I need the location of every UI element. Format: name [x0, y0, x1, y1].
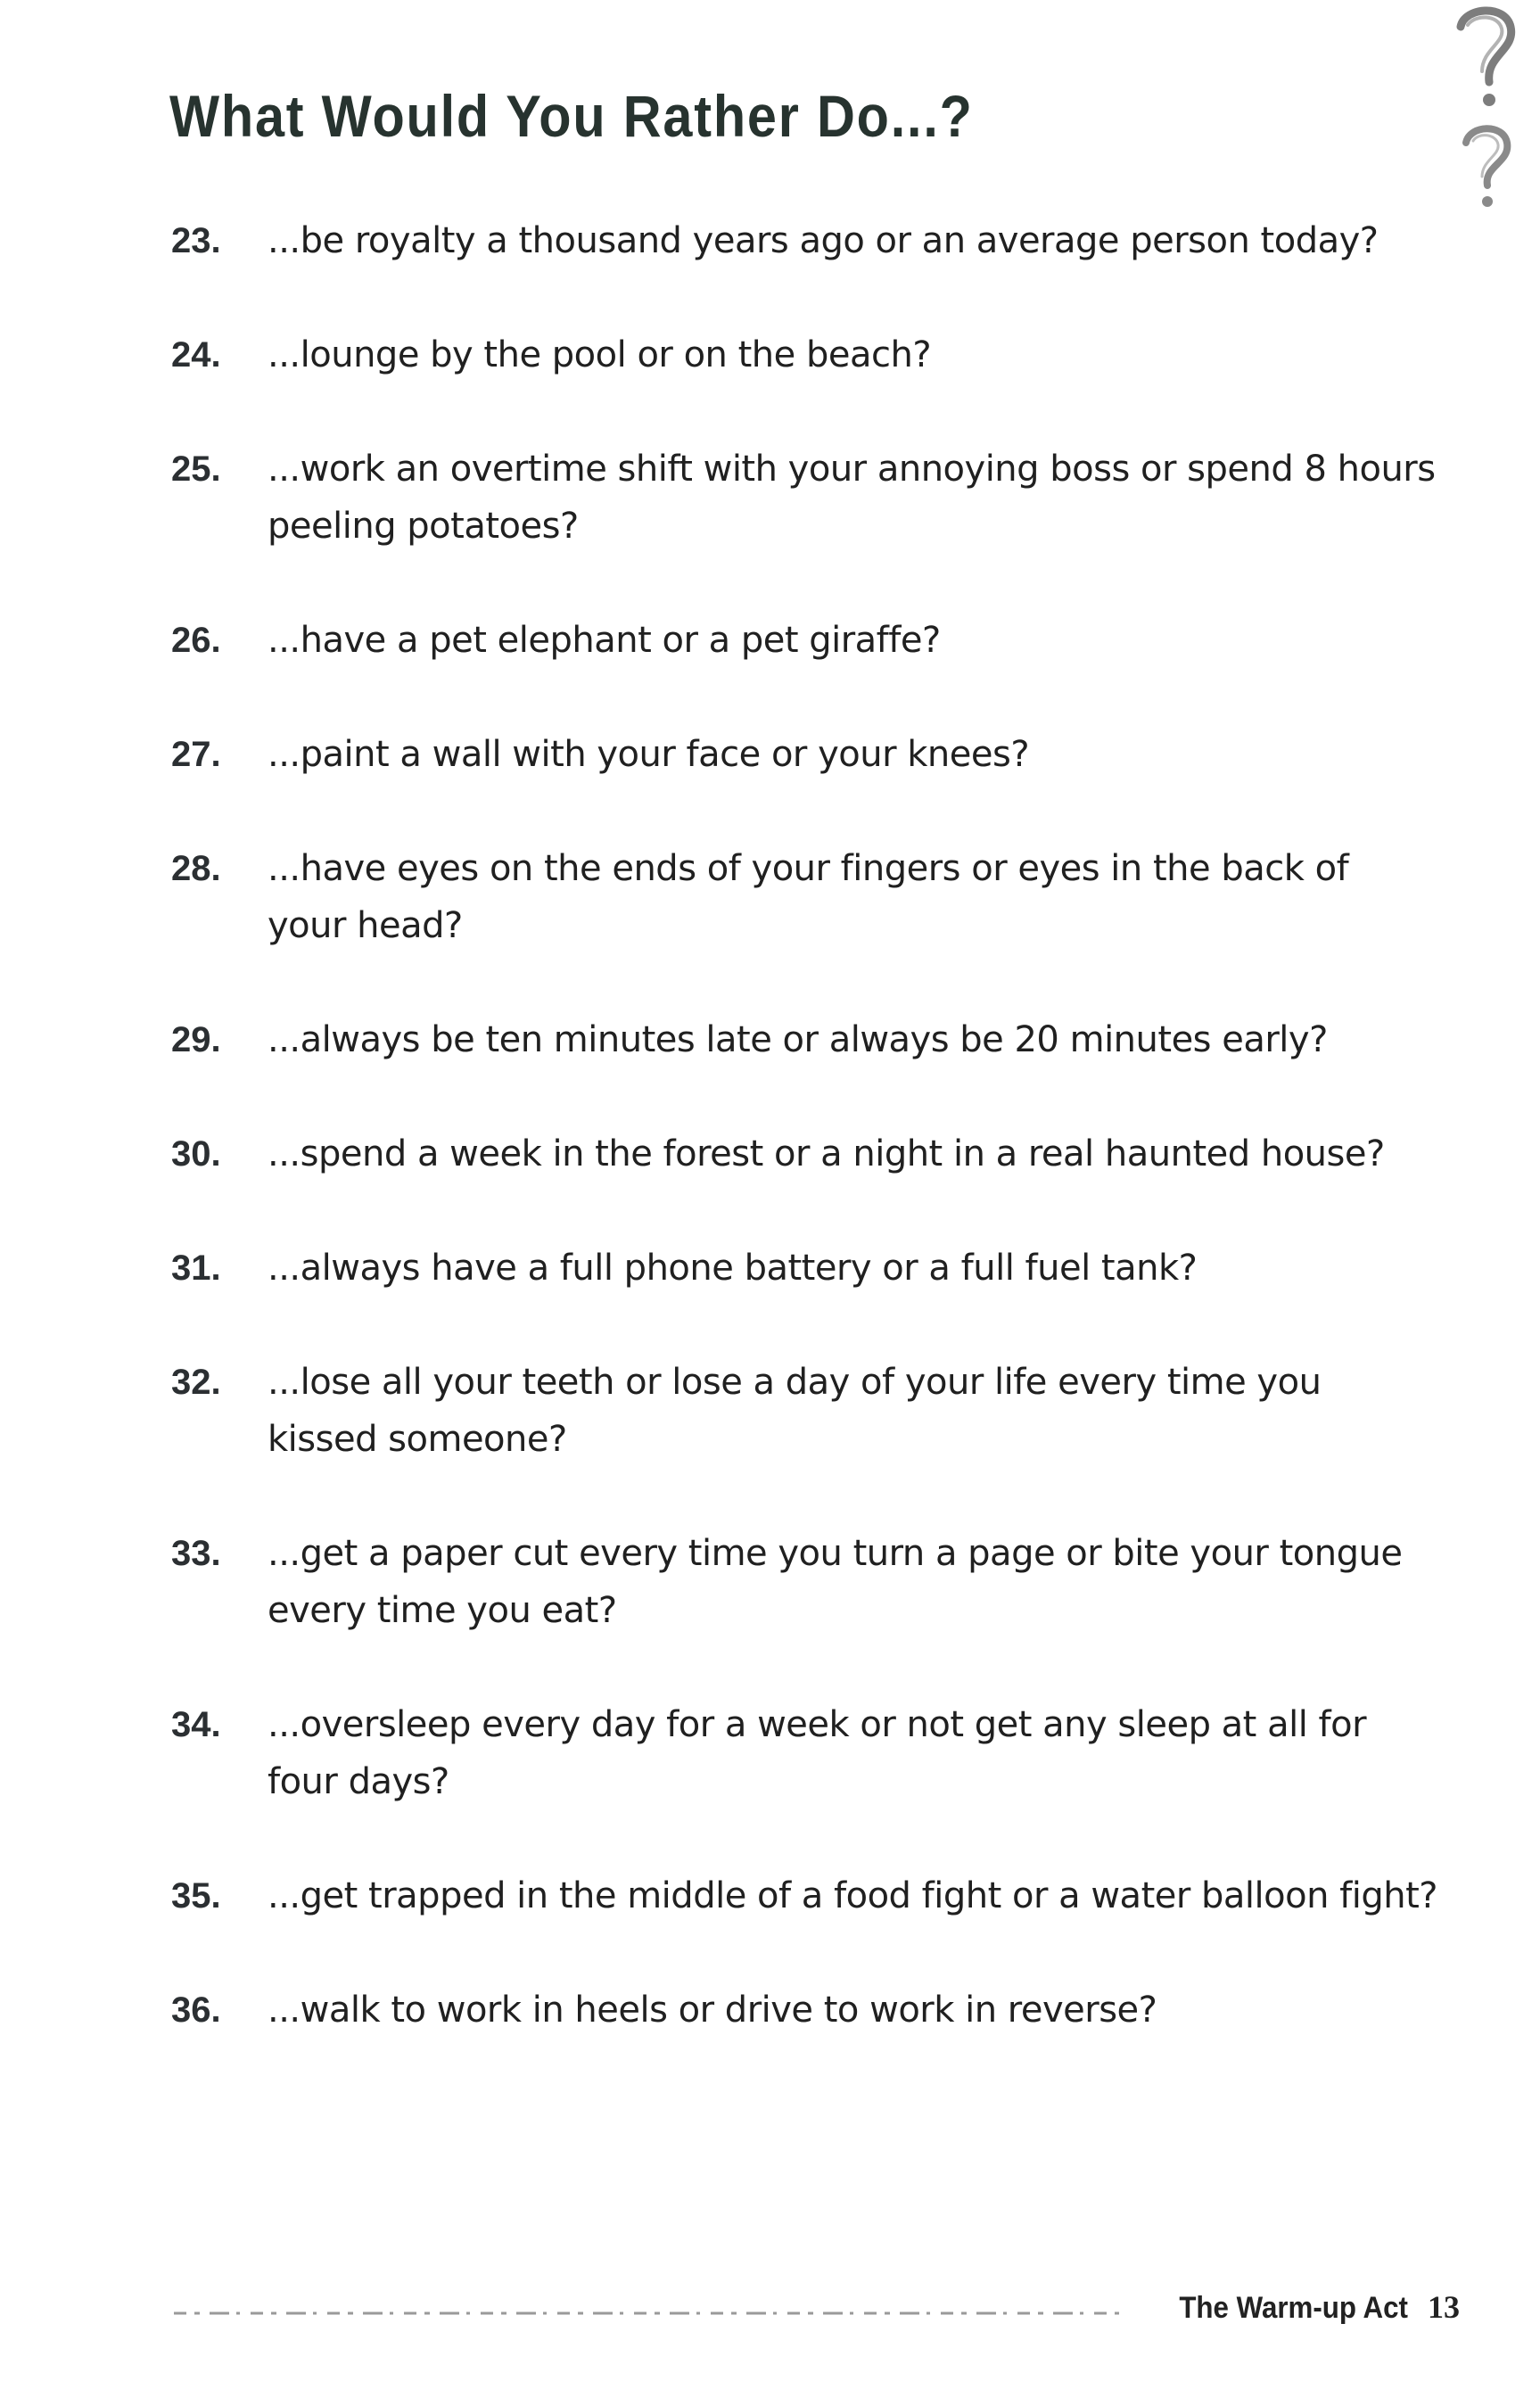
question-item — [171, 326, 1437, 383]
question-text: ...have eyes on the ends of your fingers or eyes in the back of your head? — [268, 848, 1349, 946]
question-item — [171, 1525, 1437, 1639]
question-number: 35. — [171, 1876, 221, 1916]
question-text: ...spend a week in the forest or a night in a real haunted house? — [268, 1133, 1385, 1174]
question-item — [171, 1011, 1437, 1068]
question-item — [171, 840, 1437, 954]
question-text: ...work an overtime shift with your annoying boss or spend 8 hours peeling potatoes? — [268, 449, 1436, 547]
question-text: ...walk to work in heels or drive to work in reverse? — [268, 1990, 1157, 2031]
question-text: ...oversleep every day for a week or not get any sleep at all for four days? — [268, 1704, 1367, 1802]
question-item — [171, 1240, 1437, 1297]
footer-divider — [174, 2311, 1119, 2316]
question-number: 32. — [171, 1363, 221, 1402]
question-number: 33. — [171, 1534, 221, 1573]
page-footer — [1159, 2288, 1460, 2326]
question-item — [171, 1125, 1437, 1182]
question-text: ...paint a wall with your face or your knees? — [268, 734, 1030, 775]
question-number: 30. — [171, 1134, 221, 1174]
question-number: 26. — [171, 621, 221, 660]
question-text: ...always be ten minutes late or always be 20 minutes early? — [268, 1019, 1328, 1060]
question-number: 28. — [171, 849, 221, 888]
question-text: ...lounge by the pool or on the beach? — [268, 334, 932, 375]
question-item — [171, 212, 1437, 269]
question-text: ...have a pet elephant or a pet giraffe? — [268, 620, 941, 661]
question-item — [171, 441, 1437, 555]
question-item — [171, 1696, 1437, 1810]
question-number: 24. — [171, 335, 221, 375]
question-item — [171, 612, 1437, 669]
question-number: 34. — [171, 1705, 221, 1744]
question-item — [171, 1867, 1437, 1924]
question-item — [171, 726, 1437, 783]
page-title: What Would You Rather Do...? — [169, 83, 974, 149]
question-text: ...be royalty a thousand years ago or an average person today? — [268, 220, 1379, 261]
question-number: 25. — [171, 449, 221, 489]
question-number: 36. — [171, 1990, 221, 2030]
question-text: ...get trapped in the middle of a food fight or a water balloon fight? — [268, 1875, 1438, 1916]
page-number: 13 — [1428, 2289, 1460, 2325]
question-item — [171, 1982, 1437, 2039]
question-text: ...always have a full phone battery or a full fuel tank? — [268, 1248, 1198, 1289]
question-number: 31. — [171, 1248, 221, 1288]
question-number: 23. — [171, 221, 221, 260]
question-marks-icon — [1427, 0, 1540, 214]
question-text: ...lose all your teeth or lose a day of your life every time you kissed someone? — [268, 1362, 1322, 1460]
question-item — [171, 1354, 1437, 1468]
question-text: ...get a paper cut every time you turn a page or bite your tongue every time you eat? — [268, 1533, 1403, 1631]
question-list — [171, 212, 1437, 2039]
footer-section-title: The Warm-up Act — [1179, 2291, 1408, 2325]
question-number: 29. — [171, 1020, 221, 1059]
question-number: 27. — [171, 735, 221, 774]
